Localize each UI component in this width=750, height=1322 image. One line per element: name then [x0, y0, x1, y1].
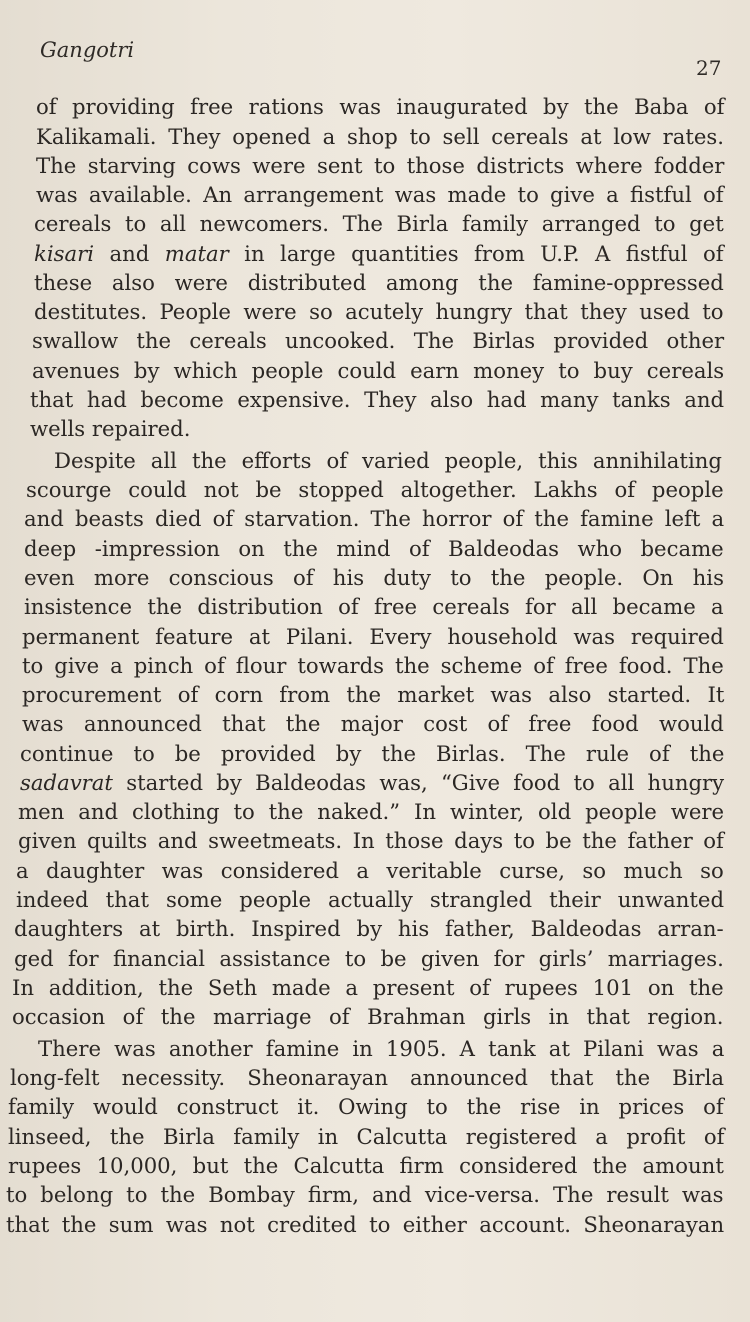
text-line: permanent feature at Pilani. Every household was required — [22, 624, 724, 649]
text-line: daughters at birth. Inspired by his father, Baldeodas arran- — [14, 916, 724, 941]
text-line: long-felt necessity. Sheonarayan announced that the Birla — [10, 1065, 725, 1090]
page-number: 27 — [696, 56, 722, 80]
text-line: indeed that some people actually strangled their unwanted — [16, 887, 725, 912]
text-line: The starving cows were sent to those districts where fodder — [36, 153, 725, 178]
text-line: swallow the cereals uncooked. The Birlas provided other — [32, 328, 725, 353]
text-line: was announced that the major cost of free food would — [22, 711, 724, 736]
text-line: wells repaired. — [30, 416, 191, 441]
text-line: sadavrat started by Baldeodas was, “Give food to all hungry — [20, 770, 725, 795]
text-line: these also were distributed among the famine-oppressed — [34, 270, 724, 295]
text-line: procurement of corn from the market was also started. It — [22, 682, 725, 707]
text-line: kisari and matar in large quantities from U.P. A fistful of — [34, 241, 724, 266]
text-line: Kalikamali. They opened a shop to sell cereals at low rates. — [36, 124, 725, 149]
text-line: family would construct it. Owing to the rise in prices of — [8, 1094, 724, 1119]
text-line: Despite all the efforts of varied people, this annihilating — [54, 448, 722, 473]
text-line: continue to be provided by the Birlas. The rule of the — [20, 741, 725, 766]
text-line: There was another famine in 1905. A tank at Pilani was a — [38, 1036, 725, 1061]
text-line: rupees 10,000, but the Calcutta firm considered the amount — [8, 1153, 724, 1178]
text-line: was available. An arrangement was made to give a fistful of — [36, 182, 724, 207]
text-line: cereals to all newcomers. The Birla family arranged to get — [34, 211, 724, 236]
text-line: avenues by which people could earn money to buy cereals — [32, 358, 725, 383]
text-line: even more conscious of his duty to the people. On his — [24, 565, 724, 590]
text-line: that the sum was not credited to either account. Sheonarayan — [6, 1212, 725, 1237]
text-line: scourge could not be stopped altogether. Lakhs of people — [26, 477, 724, 502]
text-line: deep -impression on the mind of Baldeodas who became — [24, 536, 724, 561]
text-line: destitutes. People were so acutely hungry that they used to — [34, 299, 724, 324]
text-line: of providing free rations was inaugurated by the Baba of — [36, 94, 725, 119]
text-line: ged for financial assistance to be given for girls’ marriages. — [14, 946, 724, 971]
text-line: insistence the distribution of free cereals for all became a — [24, 594, 724, 619]
text-line: occasion of the marriage of Brahman girls in that region. — [12, 1004, 724, 1029]
text-line: men and clothing to the naked.” In winter, old people were — [18, 799, 725, 824]
text-line: and beasts died of starvation. The horror of the famine left a — [24, 506, 725, 531]
text-line: given quilts and sweetmeats. In those days to be the father of — [18, 828, 724, 853]
running-head: Gangotri — [40, 38, 135, 62]
text-line: that had become expensive. They also had many tanks and — [30, 387, 725, 412]
text-line: linseed, the Birla family in Calcutta registered a profit of — [8, 1124, 725, 1149]
text-line: In addition, the Seth made a present of rupees 101 on the — [12, 975, 724, 1000]
text-line: to give a pinch of flour towards the scheme of free food. The — [22, 653, 724, 678]
text-line: a daughter was considered a veritable curse, so much so — [16, 858, 724, 883]
text-line: to belong to the Bombay firm, and vice-versa. The result was — [6, 1182, 724, 1207]
